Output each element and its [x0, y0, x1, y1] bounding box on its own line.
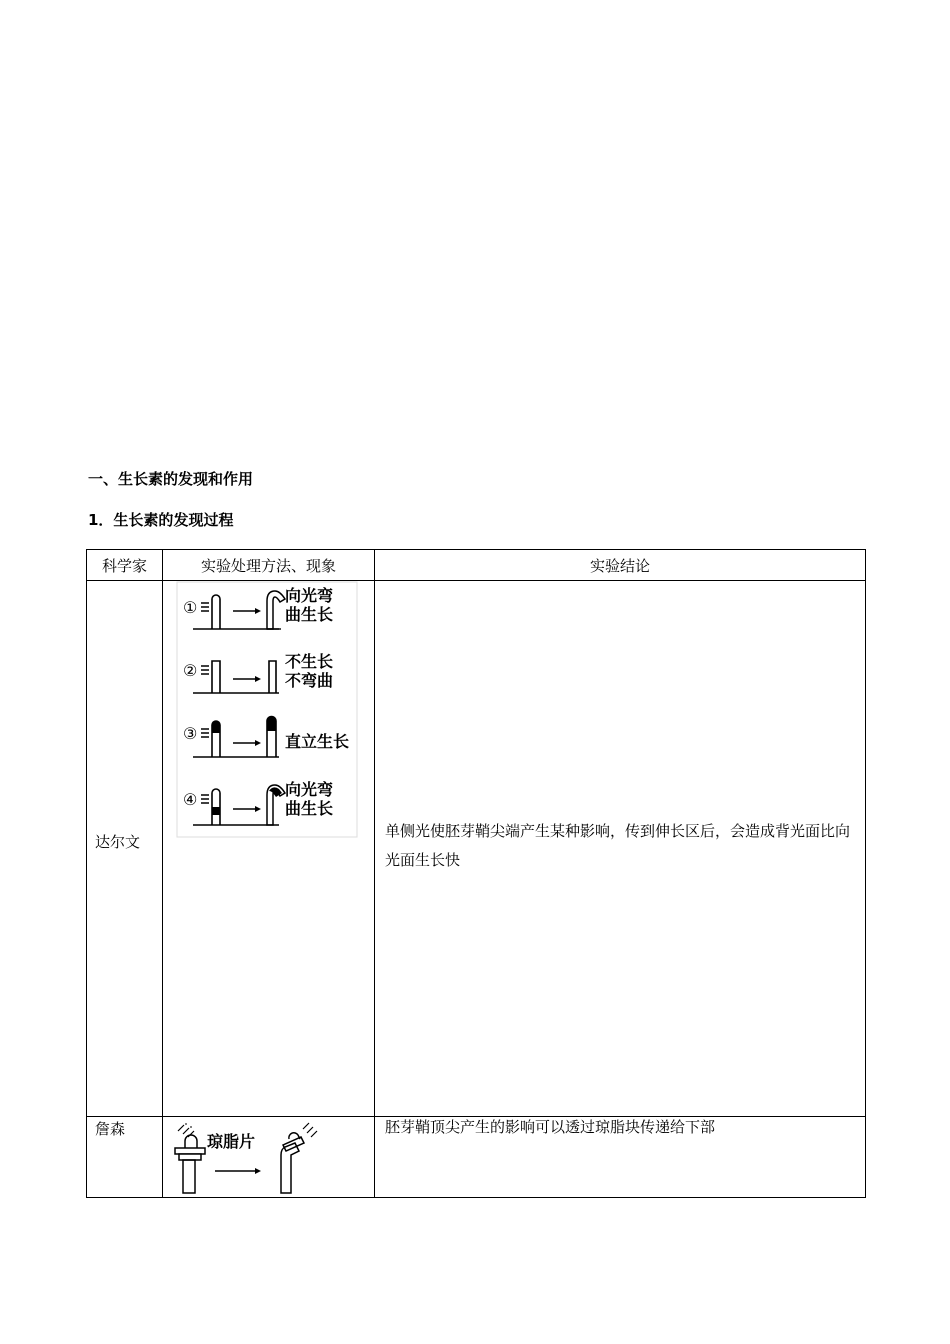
conclusion-cell — [375, 581, 866, 1117]
discovery-table — [86, 549, 866, 1198]
step-result-line2: 曲生长 — [285, 605, 334, 624]
scientist-name: 达尔文 — [95, 833, 141, 851]
method-cell — [163, 1117, 375, 1198]
conclusion-text: 胚芽鞘顶尖产生的影响可以透过琼脂块传递给下部 — [385, 1118, 716, 1136]
agar-label: 琼脂片 — [207, 1132, 256, 1151]
darwin-experiment-figure — [163, 581, 363, 841]
step-number: ① — [183, 598, 198, 617]
step-result-line2: 曲生长 — [285, 799, 334, 818]
header-conclusion: 实验结论 — [375, 550, 866, 581]
conclusion-cell — [375, 1117, 866, 1198]
jensen-experiment-figure — [163, 1117, 363, 1197]
method-cell — [163, 581, 375, 1117]
step-result-line1: 直立生长 — [285, 732, 350, 751]
header-method: 实验处理方法、现象 — [163, 550, 375, 581]
conclusion-text: 单侧光使胚芽鞘尖端产生某种影响，传到伸长区后，会造成背光面比向光面生长快 — [385, 822, 851, 869]
section-title: 一、生长素的发现和作用 — [88, 470, 254, 488]
scientist-cell — [87, 581, 163, 1117]
subsection-title: 1．生长素的发现过程 — [88, 511, 234, 529]
step-result-line1: 不生长 — [285, 652, 334, 671]
step-number: ④ — [183, 790, 198, 809]
step-result-line1: 向光弯 — [285, 586, 334, 605]
table-row — [87, 1117, 866, 1198]
step-result-line2: 不弯曲 — [285, 671, 334, 690]
scientist-cell — [87, 1117, 163, 1198]
step-result-line1: 向光弯 — [285, 780, 334, 799]
table-row — [87, 581, 866, 1117]
step-number: ③ — [183, 724, 198, 743]
table-header-row — [87, 550, 866, 581]
scientist-name: 詹森 — [95, 1120, 126, 1138]
step-number: ② — [183, 661, 198, 680]
header-scientist: 科学家 — [87, 550, 163, 581]
